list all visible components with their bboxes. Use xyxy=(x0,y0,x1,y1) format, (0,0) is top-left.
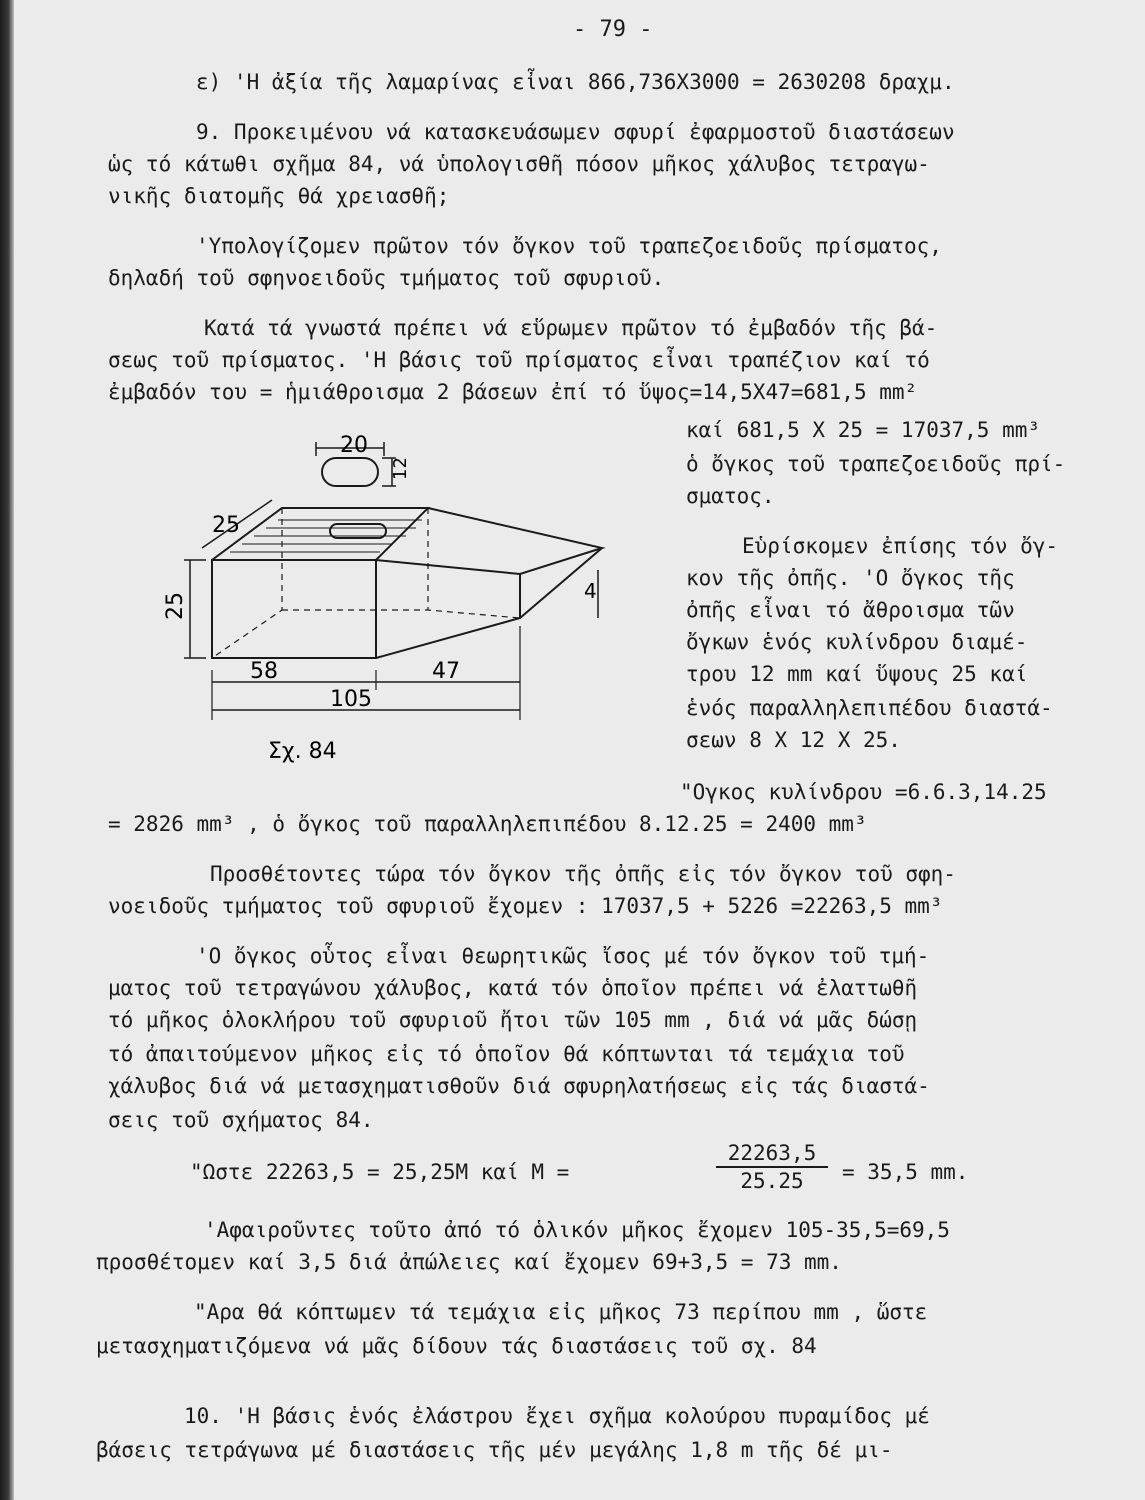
text-line-26: τό μῆκος ὁλοκλήρου τοῦ σφυριοῦ ἤτοι τῶν 105 mm , διά νά μᾶς δώσῃ xyxy=(108,1008,918,1032)
text-line-20: "Ογκος κυλίνδρου =6.6.3,14.25 xyxy=(680,780,1047,804)
text-line-1: ε) 'Η ἀξία τῆς λαμαρίνας εἶναι 866,736Χ3000 = 2630208 δραχμ. xyxy=(196,70,955,94)
text-line-22: Προσθέτοντες τώρα τόν ὄγκον τῆς ὀπῆς εἰς τόν ὄγκον τοῦ σφη- xyxy=(210,862,956,886)
fraction xyxy=(712,1140,832,1194)
text-line-18: ἑνός παραλληλεπιπέδου διαστά- xyxy=(686,696,1053,720)
text-line-16: ὄγκων ἑνός κυλίνδρου διαμέ- xyxy=(686,630,1028,654)
text-line-14: κον τῆς ὀπῆς. 'Ο ὄγκος τῆς xyxy=(686,566,1015,590)
wedge-top-face xyxy=(376,508,602,574)
text-line-15: ὀπῆς εἶναι τό ἄθροισμα τῶν xyxy=(686,598,1015,622)
fraction-denominator: 25.25 xyxy=(740,1169,804,1193)
text-line-28: χάλυβος διά νά μετασχηματισθοῦν διά σφυρηλατήσεως εἰς τάς διαστά- xyxy=(108,1074,930,1098)
binding-edge xyxy=(0,0,14,1500)
text-line-13: Εὑρίσκομεν ἐπίσης τόν ὄγ- xyxy=(742,534,1059,558)
text-line-24: 'Ο ὄγκος οὗτος εἶναι θεωρητικῶς ἴσος μέ τόν ὄγκον τοῦ τμή- xyxy=(196,944,930,968)
text-line-17: τρου 12 mm καί ὕψους 25 καί xyxy=(686,662,1028,686)
equation-right: = 35,5 mm. xyxy=(842,1160,969,1184)
page-number: - 79 - xyxy=(573,17,653,42)
text-line-4: νικῆς διατομῆς θά χρειασθῆ; xyxy=(108,184,450,208)
fraction-numerator: 22263,5 xyxy=(727,1141,817,1165)
text-line-3: ὡς τό κάτωθι σχῆμα 84, νά ὑπολογισθῆ πόσον μῆκος χάλυβος τετραγω- xyxy=(108,152,930,176)
block-front-face xyxy=(212,560,376,658)
text-line-35: 10. 'Η βάσις ἑνός ἐλάστρου ἔχει σχῆμα κολούρου πυραμίδος μέ xyxy=(184,1404,930,1428)
text-line-36: βάσεις τετράγωνα μέ διαστάσεις τῆς μέν μεγάλης 1,8 m τῆς δέ μι- xyxy=(96,1438,893,1462)
text-line-21: = 2826 mm³ , ὁ ὄγκος τοῦ παραλληλεπιπέδου 8.12.25 = 2400 mm³ xyxy=(108,812,867,836)
text-line-6: δηλαδή τοῦ σφηνοειδοῦς τμήματος τοῦ σφυριοῦ. xyxy=(108,266,665,290)
text-line-29: σεις τοῦ σχήματος 84. xyxy=(108,1108,374,1132)
text-line-2: 9. Προκειμένου νά κατασκευάσωμεν σφυρί ἐφαρμοστοῦ διαστάσεων xyxy=(196,120,955,144)
dim-left-label: 58 xyxy=(250,659,278,684)
figure-84 xyxy=(150,420,670,780)
dim-width-label: 25 xyxy=(212,513,240,538)
dim-height-label: 25 xyxy=(163,592,188,620)
text-line-8: σεως τοῦ πρίσματος. 'Η βάσις τοῦ πρίσματος εἶναι τραπέζιον καί τό xyxy=(108,348,930,372)
text-line-32: προσθέτομεν καί 3,5 διά ἀπώλειες καί ἔχομεν 69+3,5 = 73 mm. xyxy=(96,1250,842,1274)
dim-total-label: 105 xyxy=(330,687,372,712)
text-line-31: 'Αφαιροῦντες τοῦτο ἀπό τό ὁλικόν μῆκος ἔχομεν 105-35,5=69,5 xyxy=(204,1218,950,1242)
text-line-7: Κατά τά γνωστά πρέπει νά εὕρωμεν πρῶτον τό ἐμβαδόν τῆς βά- xyxy=(204,316,938,340)
slot-detail xyxy=(322,458,378,486)
dim-right-label: 47 xyxy=(432,659,460,684)
text-line-5: 'Υπολογίζομεν πρῶτον τόν ὄγκον τοῦ τραπεζοειδοῦς πρίσματος, xyxy=(196,234,942,258)
text-line-33: "Αρα θά κόπτωμεν τά τεμάχια εἰς μῆκος 73 περίπου mm , ὥστε xyxy=(194,1300,928,1324)
text-line-19: σεων 8 Χ 12 Χ 25. xyxy=(686,728,901,752)
text-line-25: ματος τοῦ τετραγώνου χάλυβος, κατά τόν ὁποῖον πρέπει νά ἐλαττωθῆ xyxy=(108,976,918,1000)
text-line-11: ὁ ὄγκος τοῦ τραπεζοειδοῦς πρί- xyxy=(686,452,1066,476)
text-line-23: νοειδοῦς τμήματος τοῦ σφυριοῦ ἔχομεν : 17037,5 + 5226 =22263,5 mm³ xyxy=(108,894,943,918)
text-line-34: μετασχηματιζόμενα νά μᾶς δίδουν τάς διαστάσεις τοῦ σχ. 84 xyxy=(96,1334,817,1358)
figure-caption: Σχ. 84 xyxy=(268,739,337,764)
hidden-edges xyxy=(212,508,520,658)
equation-left: "Ωστε 22263,5 = 25,25Μ καί Μ = xyxy=(190,1160,570,1184)
dim-tip-label: 4 xyxy=(584,579,597,603)
dim-slot-label: 12 xyxy=(390,457,411,480)
text-line-12: σματος. xyxy=(686,484,775,508)
dim-top-label: 20 xyxy=(340,433,368,458)
wedge-front-edges xyxy=(376,574,520,658)
text-line-27: τό ἀπαιτούμενον μῆκος εἰς τό ὁποῖον θά κόπτωνται τά τεμάχια τοῦ xyxy=(108,1042,905,1066)
text-line-10: καί 681,5 Χ 25 = 17037,5 mm³ xyxy=(686,418,1041,442)
text-line-9: ἐμβαδόν του = ἡμιάθροισμα 2 βάσεων ἐπί τό ὕψος=14,5Χ47=681,5 mm² xyxy=(108,380,918,404)
